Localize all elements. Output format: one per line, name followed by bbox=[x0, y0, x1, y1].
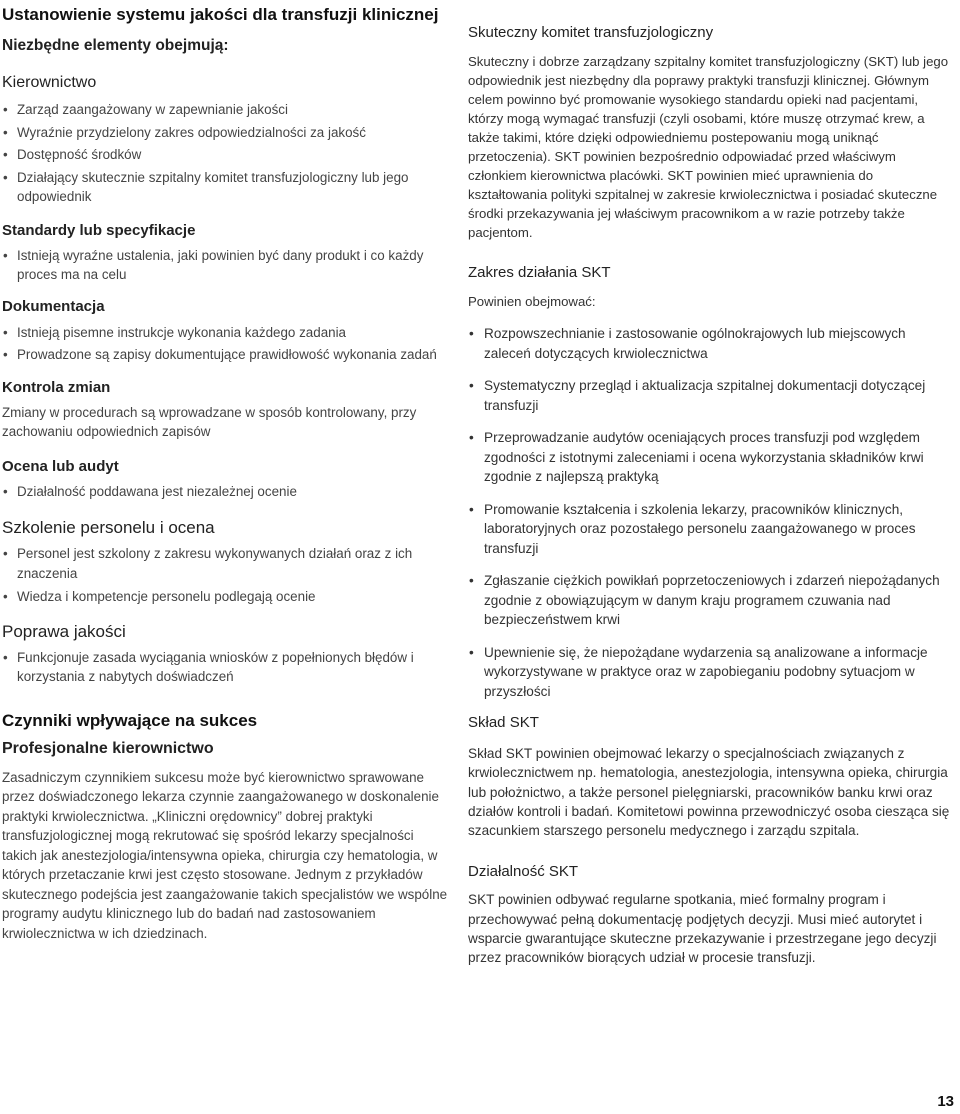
list-item: • Wyraźnie przydzielony zakres odpowiedzialności za jakość bbox=[2, 123, 450, 143]
section-heading-ocena-audyt: Ocena lub audyt bbox=[2, 457, 119, 475]
document-title: Ustanowienie systemu jakości dla transfuzji klinicznej bbox=[2, 5, 439, 24]
left-column bbox=[2, 0, 450, 943]
kierownictwo-list bbox=[2, 100, 450, 207]
professional-leadership-text: Zasadniczym czynnikiem sukcesu może być kierownictwo sprawowane przez doświadczonego lekarza czynnie zaangażowanego w doskonalenie praktyki krwiolecznictwa. „Kliniczni orędownicy” dobrej praktyki transfuzjologicznej mogą rekrutować się spośród lekarzy specjalności takich jak anestezjologia/intensywna opieka, chirurgia czy hematologia, w których przetaczanie krwi jest często stosowane. Jednym z przykładów skutecznego podejścia jest zaangażowanie takich specjalistów we wspólne programy audytu klinicznego lub do badań nad zastosowaniem krwiolecznictwa w ich dziedzinach. bbox=[2, 769, 448, 941]
list-item: • Wiedza i kompetencje personelu podlegają ocenie bbox=[2, 587, 450, 607]
standardy-list bbox=[2, 246, 450, 285]
kontrola-zmian-text: Zmiany w procedurach są wprowadzane w sposób kontrolowany, przy zachowaniu odpowiednich zapisów bbox=[2, 404, 417, 439]
list-item: • Zgłaszanie ciężkich powikłań poprzetoczeniowych i zdarzeń niepożądanych zgodnie z obowiązującym w danym kraju programem czuwania nad bezpieczeństwem krwi bbox=[468, 571, 950, 630]
committee-heading: Skuteczny komitet transfuzjologiczny bbox=[468, 24, 714, 41]
scope-heading: Zakres działania SKT bbox=[468, 264, 611, 281]
dokumentacja-list bbox=[2, 323, 450, 365]
list-item: • Systematyczny przegląd i aktualizacja szpitalnej dokumentacji dotyczącej transfuzji bbox=[468, 376, 950, 415]
list-item: • Personel jest szkolony z zakresu wykonywanych działań oraz z ich znaczenia bbox=[2, 544, 450, 583]
list-item: • Prowadzone są zapisy dokumentujące prawidłowość wykonania zadań bbox=[2, 345, 450, 365]
section-heading-szkolenie: Szkolenie personelu i ocena bbox=[2, 518, 215, 537]
professional-leadership-heading: Profesjonalne kierownictwo bbox=[2, 739, 214, 757]
composition-heading: Skład SKT bbox=[468, 714, 539, 731]
success-factors-heading: Czynniki wpływające na sukces bbox=[2, 710, 258, 730]
composition-text: Skład SKT powinien obejmować lekarzy o specjalnościach związanych z krwiolecznictwem np. hematologia, anestezjologia, intensywna opieka, chirurgia lub położnictwo, a także personel pielęgniarski, pracowników banku krwi oraz działów kontroli i badań. Komitetowi powinna przewodniczyć osoba ciesząca się szacunkiem starszego personelu medycznego i zarządu szpitala. bbox=[468, 746, 950, 839]
section-heading-poprawa-jakosci: Poprawa jakości bbox=[2, 621, 126, 641]
scope-intro: Powinien obejmować: bbox=[468, 294, 596, 309]
list-item: • Działający skutecznie szpitalny komitet transfuzjologiczny lub jego odpowiednik bbox=[2, 168, 450, 207]
list-item: • Przeprowadzanie audytów oceniających proces transfuzji pod względem zgodności z istotnymi zaleceniami i ocena wykorzystania składników krwi zgodnie z najlepszą praktyką bbox=[468, 428, 950, 487]
page-number: 13 bbox=[937, 1093, 954, 1110]
list-item: • Promowanie kształcenia i szkolenia lekarzy, pracowników klinicznych, laboratoryjnych oraz pozostałego personelu zaangażowanego w proces transfuzji bbox=[468, 500, 950, 559]
list-item: • Działalność poddawana jest niezależnej ocenie bbox=[2, 482, 450, 502]
list-item: • Istnieją pisemne instrukcje wykonania każdego zadania bbox=[2, 323, 450, 343]
section-heading-kontrola-zmian: Kontrola zmian bbox=[2, 378, 111, 396]
activity-text: SKT powinien odbywać regularne spotkania, mieć formalny program i przechowywać pełną dokumentację podjętych decyzji. Musi mieć autorytet i wsparcie gwarantujące skuteczne przekazywanie i przestrzegane jego decyzji przez pracowników biorących udział w procesie transfuzji. bbox=[468, 892, 937, 966]
section-heading-standardy: Standardy lub specyfikacje bbox=[2, 221, 196, 239]
list-item: • Dostępność środków bbox=[2, 145, 450, 165]
committee-text: Skuteczny i dobrze zarządzany szpitalny komitet transfuzjologiczny (SKT) lub jego odpowiednik jest niezbędny dla poprawy praktyki transfuzji klinicznej. Głównym celem powinno być promowanie wysokiego standardu opieki nad pacjentami, którzy mogą wymagać transfuzji (czyli osobami, które muszę otrzymać krew, a także takimi, które dzięki odpowiedniemu postepowaniu mogą uniknąć przetoczenia). SKT powinien bezpośrednio odpowiadać przed właściwym członkiem kierownictwa placówki. SKT powinien mieć uprawnienia do kształtowania polityki szpitalnej w zakresie krwiolecznictwa i posiadać skuteczne środki przekazywania jej właściwym pracownikom a w razie potrzeby także pacjentom. bbox=[468, 54, 949, 240]
elements-subtitle: Niezbędne elementy obejmują: bbox=[2, 37, 229, 54]
list-item: • Zarząd zaangażowany w zapewnianie jakości bbox=[2, 100, 450, 120]
scope-list bbox=[468, 324, 950, 701]
list-item: • Upewnienie się, że niepożądane wydarzenia są analizowane a informacje wykorzystywane w praktyce oraz w zapobieganiu podobny sytuacjom w przyszłości bbox=[468, 643, 950, 702]
ocena-list bbox=[2, 482, 450, 502]
section-heading-dokumentacja: Dokumentacja bbox=[2, 297, 105, 315]
activity-heading: Działalność SKT bbox=[468, 863, 579, 881]
right-column bbox=[468, 0, 950, 968]
poprawa-list bbox=[2, 648, 450, 687]
list-item: • Istnieją wyraźne ustalenia, jaki powinien być dany produkt i co każdy proces ma na celu bbox=[2, 246, 450, 285]
list-item: • Funkcjonuje zasada wyciągania wniosków z popełnionych błędów i korzystania z nabytych doświadczeń bbox=[2, 648, 450, 687]
szkolenie-list bbox=[2, 544, 450, 607]
list-item: • Rozpowszechnianie i zastosowanie ogólnokrajowych lub miejscowych zaleceń dotyczących krwiolecznictwa bbox=[468, 324, 950, 363]
section-heading-kierownictwo: Kierownictwo bbox=[2, 74, 97, 91]
